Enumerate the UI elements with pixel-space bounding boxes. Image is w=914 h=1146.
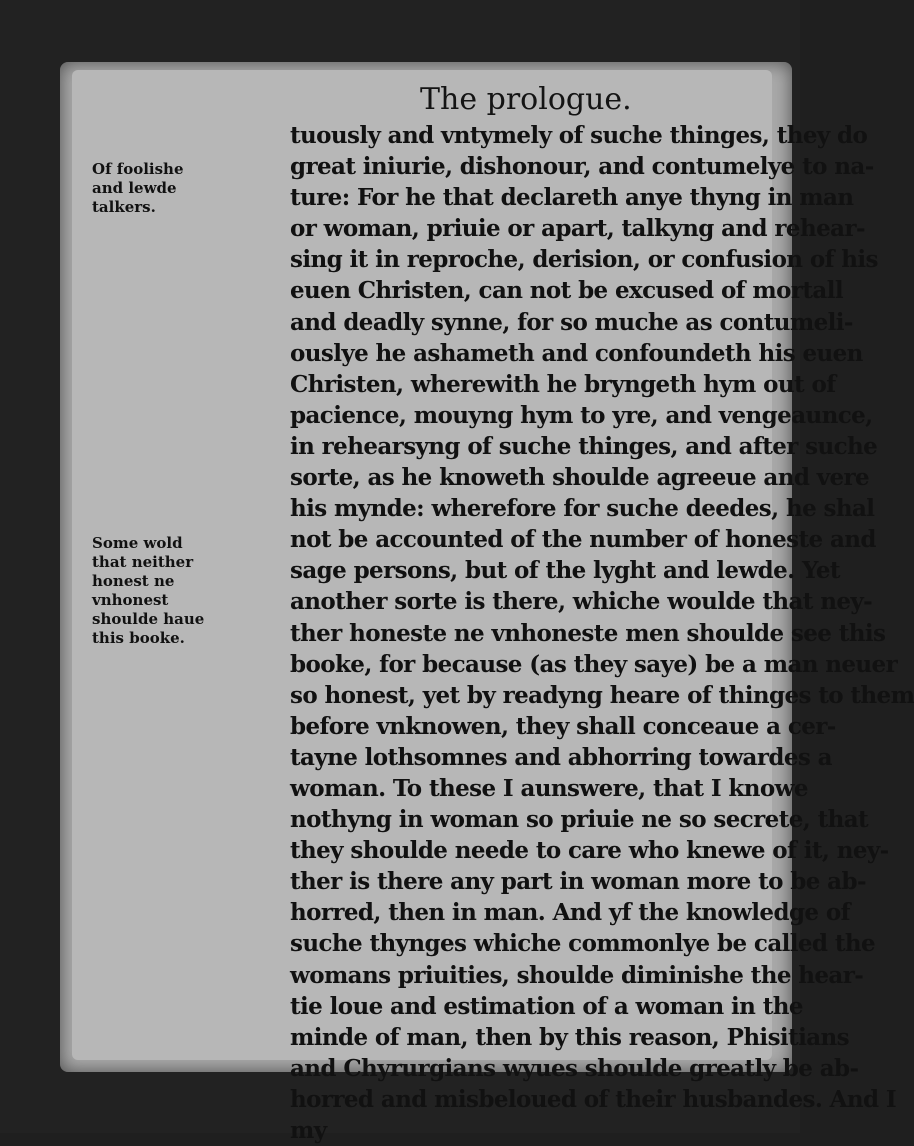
margin-note-line: and lewde (92, 179, 177, 197)
margin-note-line: Some wold (92, 534, 183, 552)
text-line: nothyng in woman so priuie ne so secrete, that (290, 806, 869, 834)
text-line: woman. To these I aunswere, that I knowe (290, 774, 808, 802)
margin-note-line: that neither (92, 553, 194, 571)
text-line: booke, for because (as they saye) be a man neuer (290, 650, 898, 678)
margin-note-line: Of foolishe (92, 160, 184, 178)
text-line: my (290, 1117, 327, 1144)
margin-note-line: honest ne (92, 572, 175, 590)
margin-note-foolish-talkers (92, 160, 184, 217)
text-line: ouslye he ashameth and confoundeth his euen (290, 339, 863, 367)
text-line: pacience, mouyng hym to yre, and vengeaunce, (290, 401, 873, 429)
text-line: and deadly synne, for so muche as contumeli- (290, 308, 853, 336)
margin-note-some-would (92, 534, 204, 648)
text-line: tayne lothsomnes and abhorring towardes a (290, 743, 832, 771)
text-line: before vnknowen, they shall conceaue a cer- (290, 712, 836, 740)
text-line: great iniurie, dishonour, and contumelye to na- (290, 153, 874, 181)
text-line: horred, then in man. And yf the knowledge of (290, 899, 850, 927)
text-line: tuously and vntymely of suche thinges, they do (290, 122, 868, 149)
page-title: The prologue. (420, 82, 632, 117)
text-line: tie loue and estimation of a woman in the (290, 992, 803, 1020)
text-line: ther is there any part in woman more to be ab- (290, 868, 866, 896)
text-line: sorte, as he knoweth shoulde agreeue and vere (290, 464, 870, 492)
body-text (290, 120, 914, 1146)
text-line: not be accounted of the number of honeste and (290, 526, 876, 554)
text-line: sage persons, but of the lyght and lewde. Yet (290, 557, 840, 585)
text-line: sing it in reproche, derision, or confusion of his (290, 246, 878, 274)
text-line: they shoulde neede to care who knewe of it, ney- (290, 837, 889, 865)
text-line: womans priuities, shoulde diminishe the hear- (290, 961, 864, 989)
text-line: euen Christen, can not be excused of mortall (290, 277, 843, 305)
text-line: in rehearsyng of suche thinges, and after suche (290, 432, 878, 460)
text-line: ture: For he that declareth anye thyng in man (290, 184, 854, 212)
text-line: or woman, priuie or apart, talkyng and rehear- (290, 215, 865, 243)
text-line: suche thynges whiche commonlye be called the (290, 930, 875, 958)
text-line: minde of man, then by this reason, Phisitians (290, 1023, 849, 1051)
margin-note-line: vnhonest (92, 591, 169, 609)
margin-note-line: shoulde haue (92, 610, 205, 628)
text-line: Christen, wherewith he bryngeth hym out of (290, 370, 836, 398)
text-line: and Chyrurgians wyues shoulde greatly be ab- (290, 1054, 859, 1082)
margin-note-line: talkers. (92, 198, 156, 216)
text-line: his mynde: wherefore for suche deedes, he shal (290, 495, 875, 523)
text-line: another sorte is there, whiche woulde that ney- (290, 588, 873, 616)
text-line: horred and misbeloued of their husbandes. And I (290, 1085, 897, 1113)
text-line: so honest, yet by readyng heare of thinges to them (290, 681, 914, 709)
text-line: ther honeste ne vnhoneste men shoulde see this (290, 619, 886, 647)
margin-note-line: this booke. (92, 629, 185, 647)
